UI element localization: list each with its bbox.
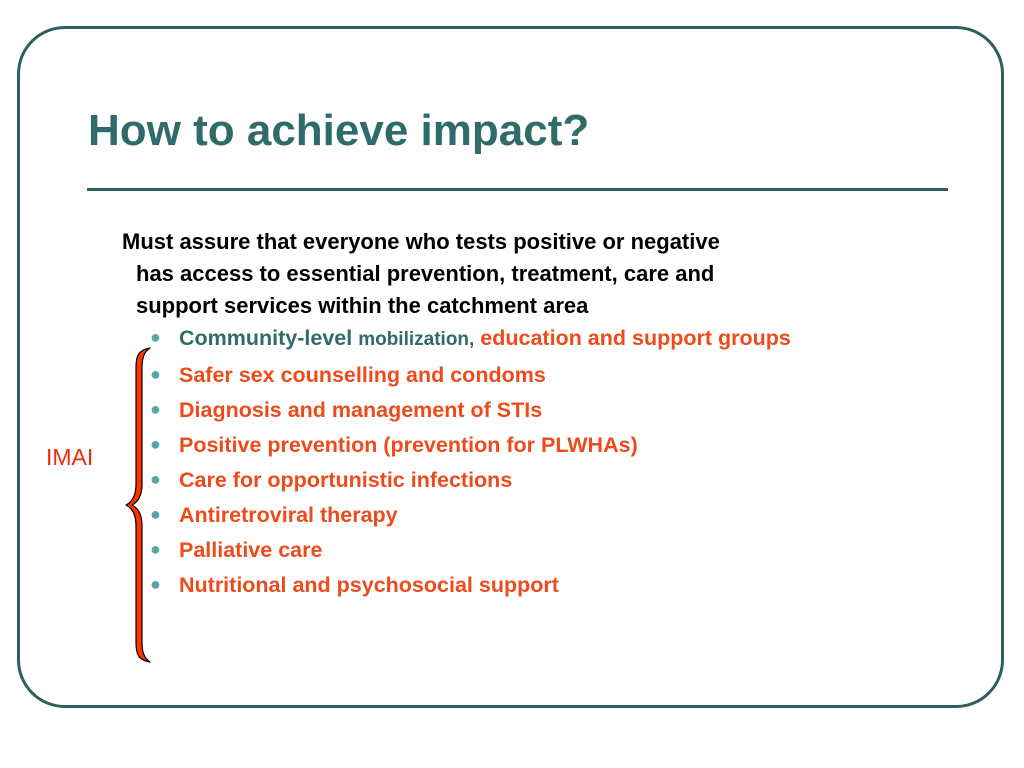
list-item-text: Safer sex counselling and condoms xyxy=(179,363,546,387)
list-item-text: Palliative care xyxy=(179,538,323,562)
list-item-text-red: education and support groups xyxy=(474,326,791,350)
intro-line-2: has access to essential prevention, treatment, care and xyxy=(136,261,715,286)
list-item xyxy=(148,323,888,355)
title-underline xyxy=(87,188,948,191)
bullet-icon: ● xyxy=(150,469,161,489)
intro-line-3: support services within the catchment area xyxy=(136,293,589,318)
intro-text xyxy=(122,226,922,322)
bullet-icon: ● xyxy=(150,327,161,347)
list-item xyxy=(148,465,888,495)
bullet-icon: ● xyxy=(150,434,161,454)
bullet-icon: ● xyxy=(150,504,161,524)
slide-title: How to achieve impact? xyxy=(88,106,590,155)
list-item-text: Nutritional and psychosocial support xyxy=(179,573,559,597)
bullet-icon: ● xyxy=(150,399,161,419)
intro-line-1: Must assure that everyone who tests positive or negative xyxy=(122,229,720,254)
list-item xyxy=(148,395,888,425)
bullet-icon: ● xyxy=(150,364,161,384)
list-item-text-teal-small: mobilization, xyxy=(358,329,475,350)
list-item xyxy=(148,500,888,530)
imai-label: IMAI xyxy=(46,444,94,470)
bullet-icon: ● xyxy=(150,574,161,594)
bullet-list xyxy=(148,323,888,605)
list-item xyxy=(148,360,888,390)
list-item-text: Care for opportunistic infections xyxy=(179,468,513,492)
list-item-text-teal: Community-level xyxy=(179,326,359,350)
list-item xyxy=(148,535,888,565)
list-item-text: Diagnosis and management of STIs xyxy=(179,398,543,422)
list-item-text: Antiretroviral therapy xyxy=(179,503,398,527)
list-item-text: Positive prevention (prevention for PLWHAs) xyxy=(179,433,638,457)
list-item xyxy=(148,430,888,460)
bullet-icon: ● xyxy=(150,539,161,559)
list-item xyxy=(148,570,888,600)
